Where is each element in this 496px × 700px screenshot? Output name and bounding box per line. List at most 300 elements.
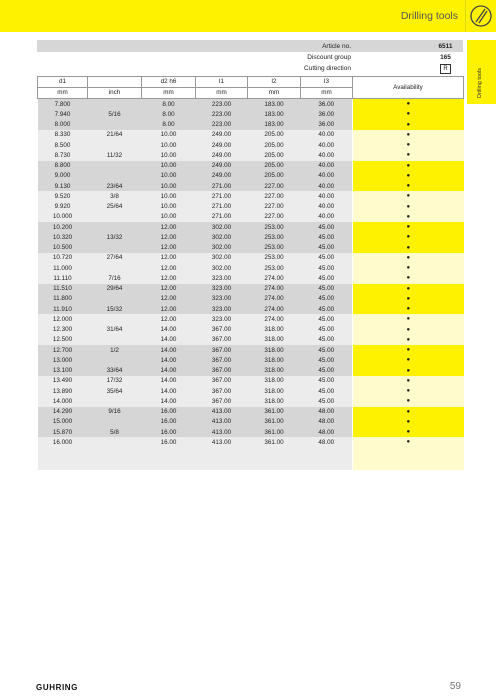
cell-l2: 318.00 bbox=[248, 355, 301, 365]
cell-d1: 14.000 bbox=[38, 396, 88, 406]
cell-l3: 45.00 bbox=[301, 386, 353, 396]
cell-d2: 10.00 bbox=[142, 130, 196, 140]
cell-d1: 8.000 bbox=[38, 120, 88, 130]
table-row bbox=[38, 120, 464, 130]
cell-inch bbox=[88, 99, 142, 110]
cell-d2: 10.00 bbox=[142, 202, 196, 212]
availability-dot bbox=[353, 130, 464, 140]
cell-d2: 16.00 bbox=[142, 407, 196, 417]
cell-inch: 5/8 bbox=[88, 427, 142, 437]
cell-l1: 367.00 bbox=[196, 366, 248, 376]
availability-dot bbox=[353, 181, 464, 191]
product-table bbox=[37, 76, 464, 470]
cell-inch: 33/64 bbox=[88, 366, 142, 376]
availability-dot bbox=[353, 273, 464, 283]
table-row bbox=[38, 243, 464, 253]
availability-dot-icon: ● bbox=[406, 418, 411, 425]
cell-inch bbox=[88, 140, 142, 150]
availability-dot bbox=[353, 417, 464, 427]
col-d1: d1 bbox=[38, 77, 88, 88]
cell-l2: 227.00 bbox=[248, 212, 301, 222]
cell-d2: 16.00 bbox=[142, 417, 196, 427]
availability-dot-icon: ● bbox=[406, 306, 411, 312]
cell-l3: 36.00 bbox=[301, 109, 353, 119]
cell-l1: 249.00 bbox=[196, 150, 248, 160]
availability-dot-icon: ● bbox=[406, 398, 411, 405]
cell-l3: 40.00 bbox=[301, 202, 353, 212]
cell-l2: 361.00 bbox=[248, 427, 301, 437]
cell-d1: 9.520 bbox=[38, 191, 88, 201]
availability-dot-icon: ● bbox=[406, 203, 411, 210]
cell-l2: 253.00 bbox=[248, 222, 301, 232]
availability-dot bbox=[353, 284, 464, 294]
cell-l1: 323.00 bbox=[196, 314, 248, 324]
cell-l3: 45.00 bbox=[301, 263, 353, 273]
cell-d1: 10.320 bbox=[38, 232, 88, 242]
cell-l1: 302.00 bbox=[196, 232, 248, 242]
availability-dot bbox=[353, 304, 464, 314]
cell-d1: 10.500 bbox=[38, 243, 88, 253]
table-row bbox=[38, 437, 464, 447]
cell-d1: 13.490 bbox=[38, 376, 88, 386]
cell-l2: 253.00 bbox=[248, 263, 301, 273]
cell-l3: 45.00 bbox=[301, 314, 353, 324]
cell-inch bbox=[88, 396, 142, 406]
cell-l2: 274.00 bbox=[248, 304, 301, 314]
cell-l1: 323.00 bbox=[196, 273, 248, 283]
availability-dot-icon: ● bbox=[406, 162, 411, 169]
filler-cell bbox=[196, 448, 248, 470]
availability-dot bbox=[353, 109, 464, 119]
availability-dot-icon: ● bbox=[406, 295, 411, 302]
table-row bbox=[38, 335, 464, 345]
cell-l1: 302.00 bbox=[196, 263, 248, 273]
cell-d1: 15.870 bbox=[38, 427, 88, 437]
cell-l2: 274.00 bbox=[248, 273, 301, 283]
drill-icon bbox=[465, 0, 496, 32]
availability-dot bbox=[353, 222, 464, 232]
cell-d2: 16.00 bbox=[142, 437, 196, 447]
cell-l3: 45.00 bbox=[301, 335, 353, 345]
availability-dot-icon: ● bbox=[406, 254, 411, 261]
availability-dot bbox=[353, 314, 464, 324]
cell-d2: 12.00 bbox=[142, 304, 196, 314]
cell-d2: 10.00 bbox=[142, 150, 196, 160]
cell-inch: 27/64 bbox=[88, 253, 142, 263]
availability-dot bbox=[353, 120, 464, 130]
availability-dot bbox=[353, 396, 464, 406]
col-inch bbox=[88, 77, 142, 88]
filler-cell bbox=[88, 448, 142, 470]
cell-d1: 9.130 bbox=[38, 181, 88, 191]
cell-l1: 413.00 bbox=[196, 417, 248, 427]
cell-l1: 367.00 bbox=[196, 396, 248, 406]
cell-d2: 14.00 bbox=[142, 335, 196, 345]
cell-d2: 14.00 bbox=[142, 355, 196, 365]
cell-l1: 367.00 bbox=[196, 345, 248, 355]
availability-dot-icon: ● bbox=[406, 131, 411, 138]
cell-l3: 40.00 bbox=[301, 161, 353, 171]
cell-d1: 13.890 bbox=[38, 386, 88, 396]
cell-l1: 302.00 bbox=[196, 243, 248, 253]
cell-d1: 12.500 bbox=[38, 335, 88, 345]
cell-inch: 1/2 bbox=[88, 345, 142, 355]
page-number: 59 bbox=[449, 681, 461, 692]
col-l2: l2 bbox=[248, 77, 301, 88]
product-table-wrap bbox=[37, 76, 464, 470]
availability-dot-icon: ● bbox=[406, 326, 411, 333]
availability-dot-icon: ● bbox=[406, 275, 411, 282]
table-row bbox=[38, 130, 464, 140]
cell-l3: 48.00 bbox=[301, 407, 353, 417]
cell-l3: 45.00 bbox=[301, 243, 353, 253]
availability-dot bbox=[353, 366, 464, 376]
cell-d2: 10.00 bbox=[142, 181, 196, 191]
availability-dot bbox=[353, 345, 464, 355]
meta-article-label: Article no. bbox=[322, 43, 351, 50]
cell-d1: 11.000 bbox=[38, 263, 88, 273]
table-row bbox=[38, 212, 464, 222]
table-row bbox=[38, 376, 464, 386]
cell-l1: 249.00 bbox=[196, 171, 248, 181]
cell-d2: 14.00 bbox=[142, 366, 196, 376]
cell-inch: 35/64 bbox=[88, 386, 142, 396]
cell-l2: 318.00 bbox=[248, 345, 301, 355]
availability-dot bbox=[353, 427, 464, 437]
cell-l1: 413.00 bbox=[196, 437, 248, 447]
availability-dot-icon: ● bbox=[406, 142, 411, 148]
availability-dot-icon: ● bbox=[406, 377, 411, 384]
cell-d2: 14.00 bbox=[142, 325, 196, 335]
meta-discount-label: Discount group bbox=[307, 54, 351, 61]
cell-d1: 8.730 bbox=[38, 150, 88, 160]
unit-d1: mm bbox=[38, 88, 88, 99]
meta-cutting-row bbox=[37, 63, 463, 74]
cell-d2: 12.00 bbox=[142, 253, 196, 263]
cell-l3: 45.00 bbox=[301, 253, 353, 263]
table-row bbox=[38, 202, 464, 212]
availability-dot-icon: ● bbox=[406, 111, 411, 118]
cell-l2: 183.00 bbox=[248, 120, 301, 130]
table-row bbox=[38, 150, 464, 160]
cell-l1: 223.00 bbox=[196, 120, 248, 130]
cell-l2: 318.00 bbox=[248, 386, 301, 396]
cell-l2: 183.00 bbox=[248, 99, 301, 110]
table-row bbox=[38, 253, 464, 263]
cell-l1: 367.00 bbox=[196, 355, 248, 365]
cell-l1: 223.00 bbox=[196, 109, 248, 119]
cell-l2: 205.00 bbox=[248, 140, 301, 150]
column-header-row bbox=[38, 77, 464, 88]
filler-cell bbox=[142, 448, 196, 470]
availability-dot bbox=[353, 140, 464, 150]
cell-l2: 183.00 bbox=[248, 109, 301, 119]
cell-l2: 318.00 bbox=[248, 335, 301, 345]
cell-l2: 361.00 bbox=[248, 437, 301, 447]
table-row bbox=[38, 181, 464, 191]
cell-d2: 16.00 bbox=[142, 427, 196, 437]
cell-d2: 14.00 bbox=[142, 376, 196, 386]
cell-d2: 12.00 bbox=[142, 314, 196, 324]
availability-dot bbox=[353, 263, 464, 273]
cell-l3: 40.00 bbox=[301, 191, 353, 201]
cell-l1: 323.00 bbox=[196, 304, 248, 314]
cell-l1: 367.00 bbox=[196, 335, 248, 345]
meta-article-value: 6511 bbox=[438, 43, 453, 50]
meta-discount-value: 165 bbox=[440, 54, 451, 61]
cell-d2: 12.00 bbox=[142, 263, 196, 273]
table-row bbox=[38, 345, 464, 355]
col-l1: l1 bbox=[196, 77, 248, 88]
availability-dot bbox=[353, 335, 464, 345]
availability-dot-icon: ● bbox=[406, 408, 411, 415]
cell-d1: 11.510 bbox=[38, 284, 88, 294]
cell-l3: 45.00 bbox=[301, 284, 353, 294]
cell-d1: 14.290 bbox=[38, 407, 88, 417]
cell-l1: 302.00 bbox=[196, 222, 248, 232]
availability-dot-icon: ● bbox=[406, 121, 411, 128]
cell-d2: 10.00 bbox=[142, 191, 196, 201]
availability-dot bbox=[353, 407, 464, 417]
cell-d1: 9.000 bbox=[38, 171, 88, 181]
table-row bbox=[38, 294, 464, 304]
cell-l3: 48.00 bbox=[301, 437, 353, 447]
cell-d1: 13.100 bbox=[38, 366, 88, 376]
availability-dot bbox=[353, 191, 464, 201]
cell-d1: 10.720 bbox=[38, 253, 88, 263]
table-row bbox=[38, 386, 464, 396]
cell-d2: 12.00 bbox=[142, 222, 196, 232]
cell-inch: 21/64 bbox=[88, 130, 142, 140]
cell-d1: 7.940 bbox=[38, 109, 88, 119]
availability-dot-icon: ● bbox=[406, 101, 411, 107]
cell-d2: 10.00 bbox=[142, 171, 196, 181]
unit-l1: mm bbox=[196, 88, 248, 99]
meta-cutting-value bbox=[391, 63, 496, 74]
availability-dot bbox=[353, 150, 464, 160]
availability-dot bbox=[353, 376, 464, 386]
cell-inch bbox=[88, 171, 142, 181]
cell-inch bbox=[88, 335, 142, 345]
filler-cell bbox=[248, 448, 301, 470]
cell-inch: 15/32 bbox=[88, 304, 142, 314]
cell-inch: 25/64 bbox=[88, 202, 142, 212]
availability-dot bbox=[353, 161, 464, 171]
unit-d2: mm bbox=[142, 88, 196, 99]
availability-dot-icon: ● bbox=[406, 265, 411, 271]
cell-l3: 45.00 bbox=[301, 396, 353, 406]
table-row bbox=[38, 304, 464, 314]
cell-l1: 323.00 bbox=[196, 294, 248, 304]
availability-dot-icon: ● bbox=[406, 388, 411, 394]
unit-inch: inch bbox=[88, 88, 142, 99]
cell-d1: 11.910 bbox=[38, 304, 88, 314]
table-row bbox=[38, 99, 464, 110]
brand-logo: GUHRING bbox=[36, 683, 78, 692]
cell-inch: 7/16 bbox=[88, 273, 142, 283]
availability-dot bbox=[353, 325, 464, 335]
cell-d1: 11.110 bbox=[38, 273, 88, 283]
cell-inch: 11/32 bbox=[88, 150, 142, 160]
cell-l3: 45.00 bbox=[301, 222, 353, 232]
cell-d2: 12.00 bbox=[142, 243, 196, 253]
cell-l1: 271.00 bbox=[196, 212, 248, 222]
cell-l3: 45.00 bbox=[301, 366, 353, 376]
cell-l1: 302.00 bbox=[196, 253, 248, 263]
availability-dot bbox=[353, 99, 464, 110]
cell-l2: 318.00 bbox=[248, 376, 301, 386]
availability-dot-icon: ● bbox=[406, 244, 411, 251]
cell-d2: 12.00 bbox=[142, 273, 196, 283]
availability-dot-icon: ● bbox=[406, 347, 411, 353]
table-row bbox=[38, 284, 464, 294]
cell-d2: 10.00 bbox=[142, 212, 196, 222]
cell-l1: 249.00 bbox=[196, 161, 248, 171]
table-row bbox=[38, 109, 464, 119]
cell-l3: 45.00 bbox=[301, 325, 353, 335]
cell-inch: 29/64 bbox=[88, 284, 142, 294]
table-row bbox=[38, 325, 464, 335]
cell-d2: 10.00 bbox=[142, 161, 196, 171]
cell-inch bbox=[88, 212, 142, 222]
table-row bbox=[38, 140, 464, 150]
cell-l2: 227.00 bbox=[248, 191, 301, 201]
cell-l3: 45.00 bbox=[301, 345, 353, 355]
cell-l3: 40.00 bbox=[301, 140, 353, 150]
cell-inch bbox=[88, 243, 142, 253]
availability-dot bbox=[353, 355, 464, 365]
table-body bbox=[38, 99, 464, 470]
cell-d2: 12.00 bbox=[142, 294, 196, 304]
cell-d1: 12.300 bbox=[38, 325, 88, 335]
meta-article-row bbox=[37, 41, 463, 52]
filler-cell bbox=[301, 448, 353, 470]
cell-inch bbox=[88, 314, 142, 324]
availability-dot-icon: ● bbox=[406, 152, 411, 159]
cell-l3: 45.00 bbox=[301, 376, 353, 386]
availability-dot-icon: ● bbox=[406, 357, 411, 364]
cell-l3: 36.00 bbox=[301, 99, 353, 110]
cell-d2: 14.00 bbox=[142, 345, 196, 355]
cell-d2: 12.00 bbox=[142, 284, 196, 294]
availability-dot-icon: ● bbox=[406, 224, 411, 230]
cell-l1: 367.00 bbox=[196, 376, 248, 386]
cell-l3: 40.00 bbox=[301, 130, 353, 140]
table-row bbox=[38, 396, 464, 406]
cell-d1: 12.700 bbox=[38, 345, 88, 355]
cell-l1: 271.00 bbox=[196, 202, 248, 212]
col-availability: Availability bbox=[353, 77, 464, 99]
cell-inch bbox=[88, 161, 142, 171]
cell-l3: 45.00 bbox=[301, 355, 353, 365]
table-row bbox=[38, 263, 464, 273]
table-row bbox=[38, 232, 464, 242]
cell-l3: 45.00 bbox=[301, 273, 353, 283]
cell-inch: 23/64 bbox=[88, 181, 142, 191]
table-row bbox=[38, 366, 464, 376]
availability-dot-icon: ● bbox=[406, 316, 411, 323]
cell-l3: 45.00 bbox=[301, 294, 353, 304]
cell-inch bbox=[88, 294, 142, 304]
cell-l2: 318.00 bbox=[248, 366, 301, 376]
cell-l2: 205.00 bbox=[248, 130, 301, 140]
cell-d2: 14.00 bbox=[142, 396, 196, 406]
side-tab-label: Drilling tools bbox=[477, 68, 483, 98]
cell-d2: 8.00 bbox=[142, 109, 196, 119]
cell-l3: 36.00 bbox=[301, 120, 353, 130]
availability-dot bbox=[353, 202, 464, 212]
table-row bbox=[38, 314, 464, 324]
cell-d1: 11.800 bbox=[38, 294, 88, 304]
filler-cell bbox=[353, 448, 464, 470]
table-row bbox=[38, 417, 464, 427]
cell-d2: 8.00 bbox=[142, 99, 196, 110]
cell-l1: 367.00 bbox=[196, 386, 248, 396]
cell-l3: 40.00 bbox=[301, 181, 353, 191]
availability-dot-icon: ● bbox=[406, 367, 411, 374]
cell-l1: 249.00 bbox=[196, 140, 248, 150]
cell-d2: 10.00 bbox=[142, 140, 196, 150]
table-row bbox=[38, 407, 464, 417]
meta-discount-row bbox=[37, 52, 463, 63]
availability-dot-icon: ● bbox=[406, 183, 411, 189]
cell-l2: 227.00 bbox=[248, 202, 301, 212]
cell-l1: 367.00 bbox=[196, 325, 248, 335]
cell-l2: 274.00 bbox=[248, 294, 301, 304]
cell-l2: 318.00 bbox=[248, 325, 301, 335]
cell-l1: 271.00 bbox=[196, 191, 248, 201]
section-title: Drilling tools bbox=[400, 10, 458, 22]
availability-dot-icon: ● bbox=[406, 285, 411, 292]
table-row bbox=[38, 161, 464, 171]
cell-inch bbox=[88, 120, 142, 130]
cell-l3: 45.00 bbox=[301, 232, 353, 242]
availability-dot bbox=[353, 243, 464, 253]
availability-dot bbox=[353, 212, 464, 222]
cell-l3: 48.00 bbox=[301, 417, 353, 427]
cell-d1: 7.800 bbox=[38, 99, 88, 110]
unit-l2: mm bbox=[248, 88, 301, 99]
cell-d1: 8.330 bbox=[38, 130, 88, 140]
availability-dot bbox=[353, 253, 464, 263]
cell-d2: 12.00 bbox=[142, 232, 196, 242]
cell-inch: 13/32 bbox=[88, 232, 142, 242]
cell-d1: 10.200 bbox=[38, 222, 88, 232]
cell-l2: 205.00 bbox=[248, 150, 301, 160]
cell-l3: 40.00 bbox=[301, 171, 353, 181]
table-row bbox=[38, 191, 464, 201]
table-row bbox=[38, 171, 464, 181]
cell-d1: 10.000 bbox=[38, 212, 88, 222]
cell-inch: 9/16 bbox=[88, 407, 142, 417]
unit-l3: mm bbox=[301, 88, 353, 99]
availability-dot-icon: ● bbox=[406, 213, 411, 220]
cell-l2: 361.00 bbox=[248, 417, 301, 427]
availability-dot-icon: ● bbox=[406, 429, 411, 435]
cell-l1: 413.00 bbox=[196, 407, 248, 417]
cell-d1: 16.000 bbox=[38, 437, 88, 447]
availability-dot bbox=[353, 171, 464, 181]
cell-l3: 45.00 bbox=[301, 304, 353, 314]
cell-l2: 274.00 bbox=[248, 284, 301, 294]
availability-dot-icon: ● bbox=[406, 172, 411, 179]
cell-inch bbox=[88, 437, 142, 447]
cell-l1: 323.00 bbox=[196, 284, 248, 294]
table-row bbox=[38, 427, 464, 437]
table-row bbox=[38, 273, 464, 283]
cell-d2: 14.00 bbox=[142, 386, 196, 396]
filler-cell bbox=[38, 448, 88, 470]
